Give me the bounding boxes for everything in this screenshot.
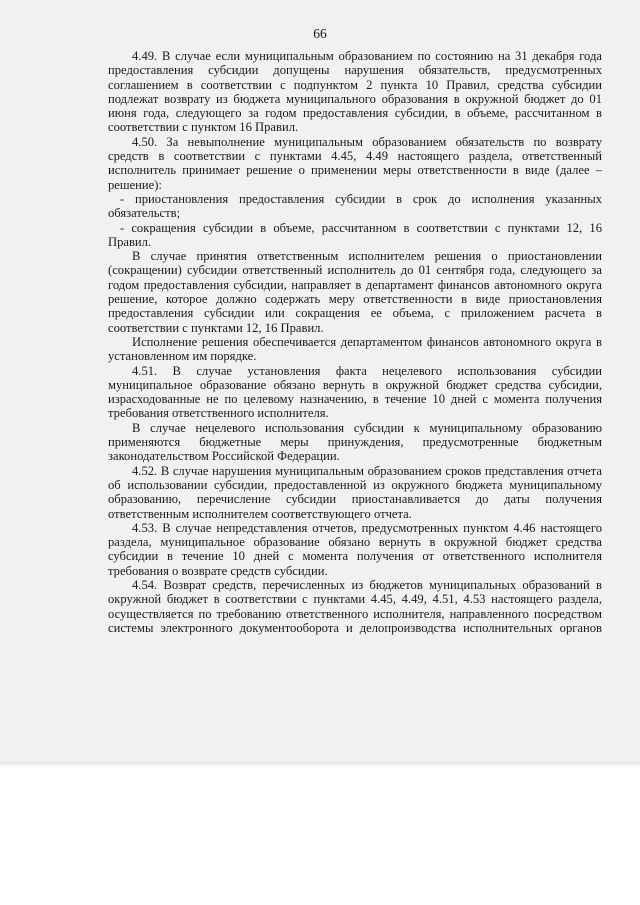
page-number: 66 <box>313 26 327 41</box>
paragraph-4-53: 4.53. В случае непредставления отчетов, предусмотренных пунктом 4.46 настоящего раздела, муниципальное образование обязано вернуть в окружной бюджет средства субсидии в течение 10 дней с момента получения от ответственного исполнителя требования о возврате средств субсидии. <box>108 520 602 578</box>
paragraph-misuse-measures: В случае нецелевого использования субсидии к муниципальному образованию применяются бюджетные меры принуждения, предусмотренные бюджетным законодательством Российской Федерации. <box>108 420 602 464</box>
paragraph-4-52: 4.52. В случае нарушения муниципальным образованием сроков представления отчета об использовании субсидии, предоставленной из окружного бюджета муниципальному образованию, перечисление субсидии приостанавливается до даты получения ответственным исполнителем соответствующего отчета. <box>108 463 602 521</box>
document-body <box>108 49 602 635</box>
list-item-suspension: - приостановления предоставления субсидии в срок до исполнения указанных обязательств; <box>108 191 602 221</box>
list-item-reduction: - сокращения субсидии в объеме, рассчитанном в соответствии с пунктами 12, 16 Правил. <box>108 220 602 249</box>
paragraph-execution: Исполнение решения обеспечивается департаментом финансов автономного округа в установленном им порядке. <box>108 334 602 364</box>
paragraph-decision: В случае принятия ответственным исполнителем решения о приостановлении (сокращении) субсидии ответственный исполнитель до 01 сентября года, следующего за годом предоставления субсидии, направляет в департамент финансов автономного округа решение, которое должно содержать меру ответственности в виде приостановления предоставления субсидии или сокращения ее объема, с приложением расчета в соответствии с пунктами 12, 16 Правил. <box>108 249 602 335</box>
paragraph-4-49: 4.49. В случае если муниципальным образованием по состоянию на 31 декабря года предоставления субсидии допущены нарушения обязательств, предусмотренных соглашением в соответствии с подпунктом 2 пункта 10 Правил, средства субсидии подлежат возврату из бюджета муниципального образования в окружной бюджет до 01 июня года, следующего за годом предоставления субсидии, в объеме, рассчитанном в соответствии с пунктом 16 Правил. <box>108 49 602 135</box>
paragraph-4-54: 4.54. Возврат средств, перечисленных из бюджетов муниципальных образований в окружной бюджет в соответствии с пунктами 4.45, 4.49, 4.51, 4.53 настоящего раздела, осуществляется по требованию ответственного исполнителя, направленного посредством системы электронного документооборота и делопроизводства исполнительных органов <box>108 577 602 635</box>
paragraph-4-51: 4.51. В случае установления факта нецелевого использования субсидии муниципальное образование обязано вернуть в окружной бюджет средства субсидии, израсходованные не по целевому назначению, в течение 10 дней с момента получения требования ответственного исполнителя. <box>108 363 602 421</box>
paragraph-4-50: 4.50. За невыполнение муниципальным образованием обязательств по возврату средств в соответствии с пунктами 4.45, 4.49 настоящего раздела, ответственный исполнитель принимает решение о применении меры ответственности в виде (далее – решение): <box>108 134 602 192</box>
